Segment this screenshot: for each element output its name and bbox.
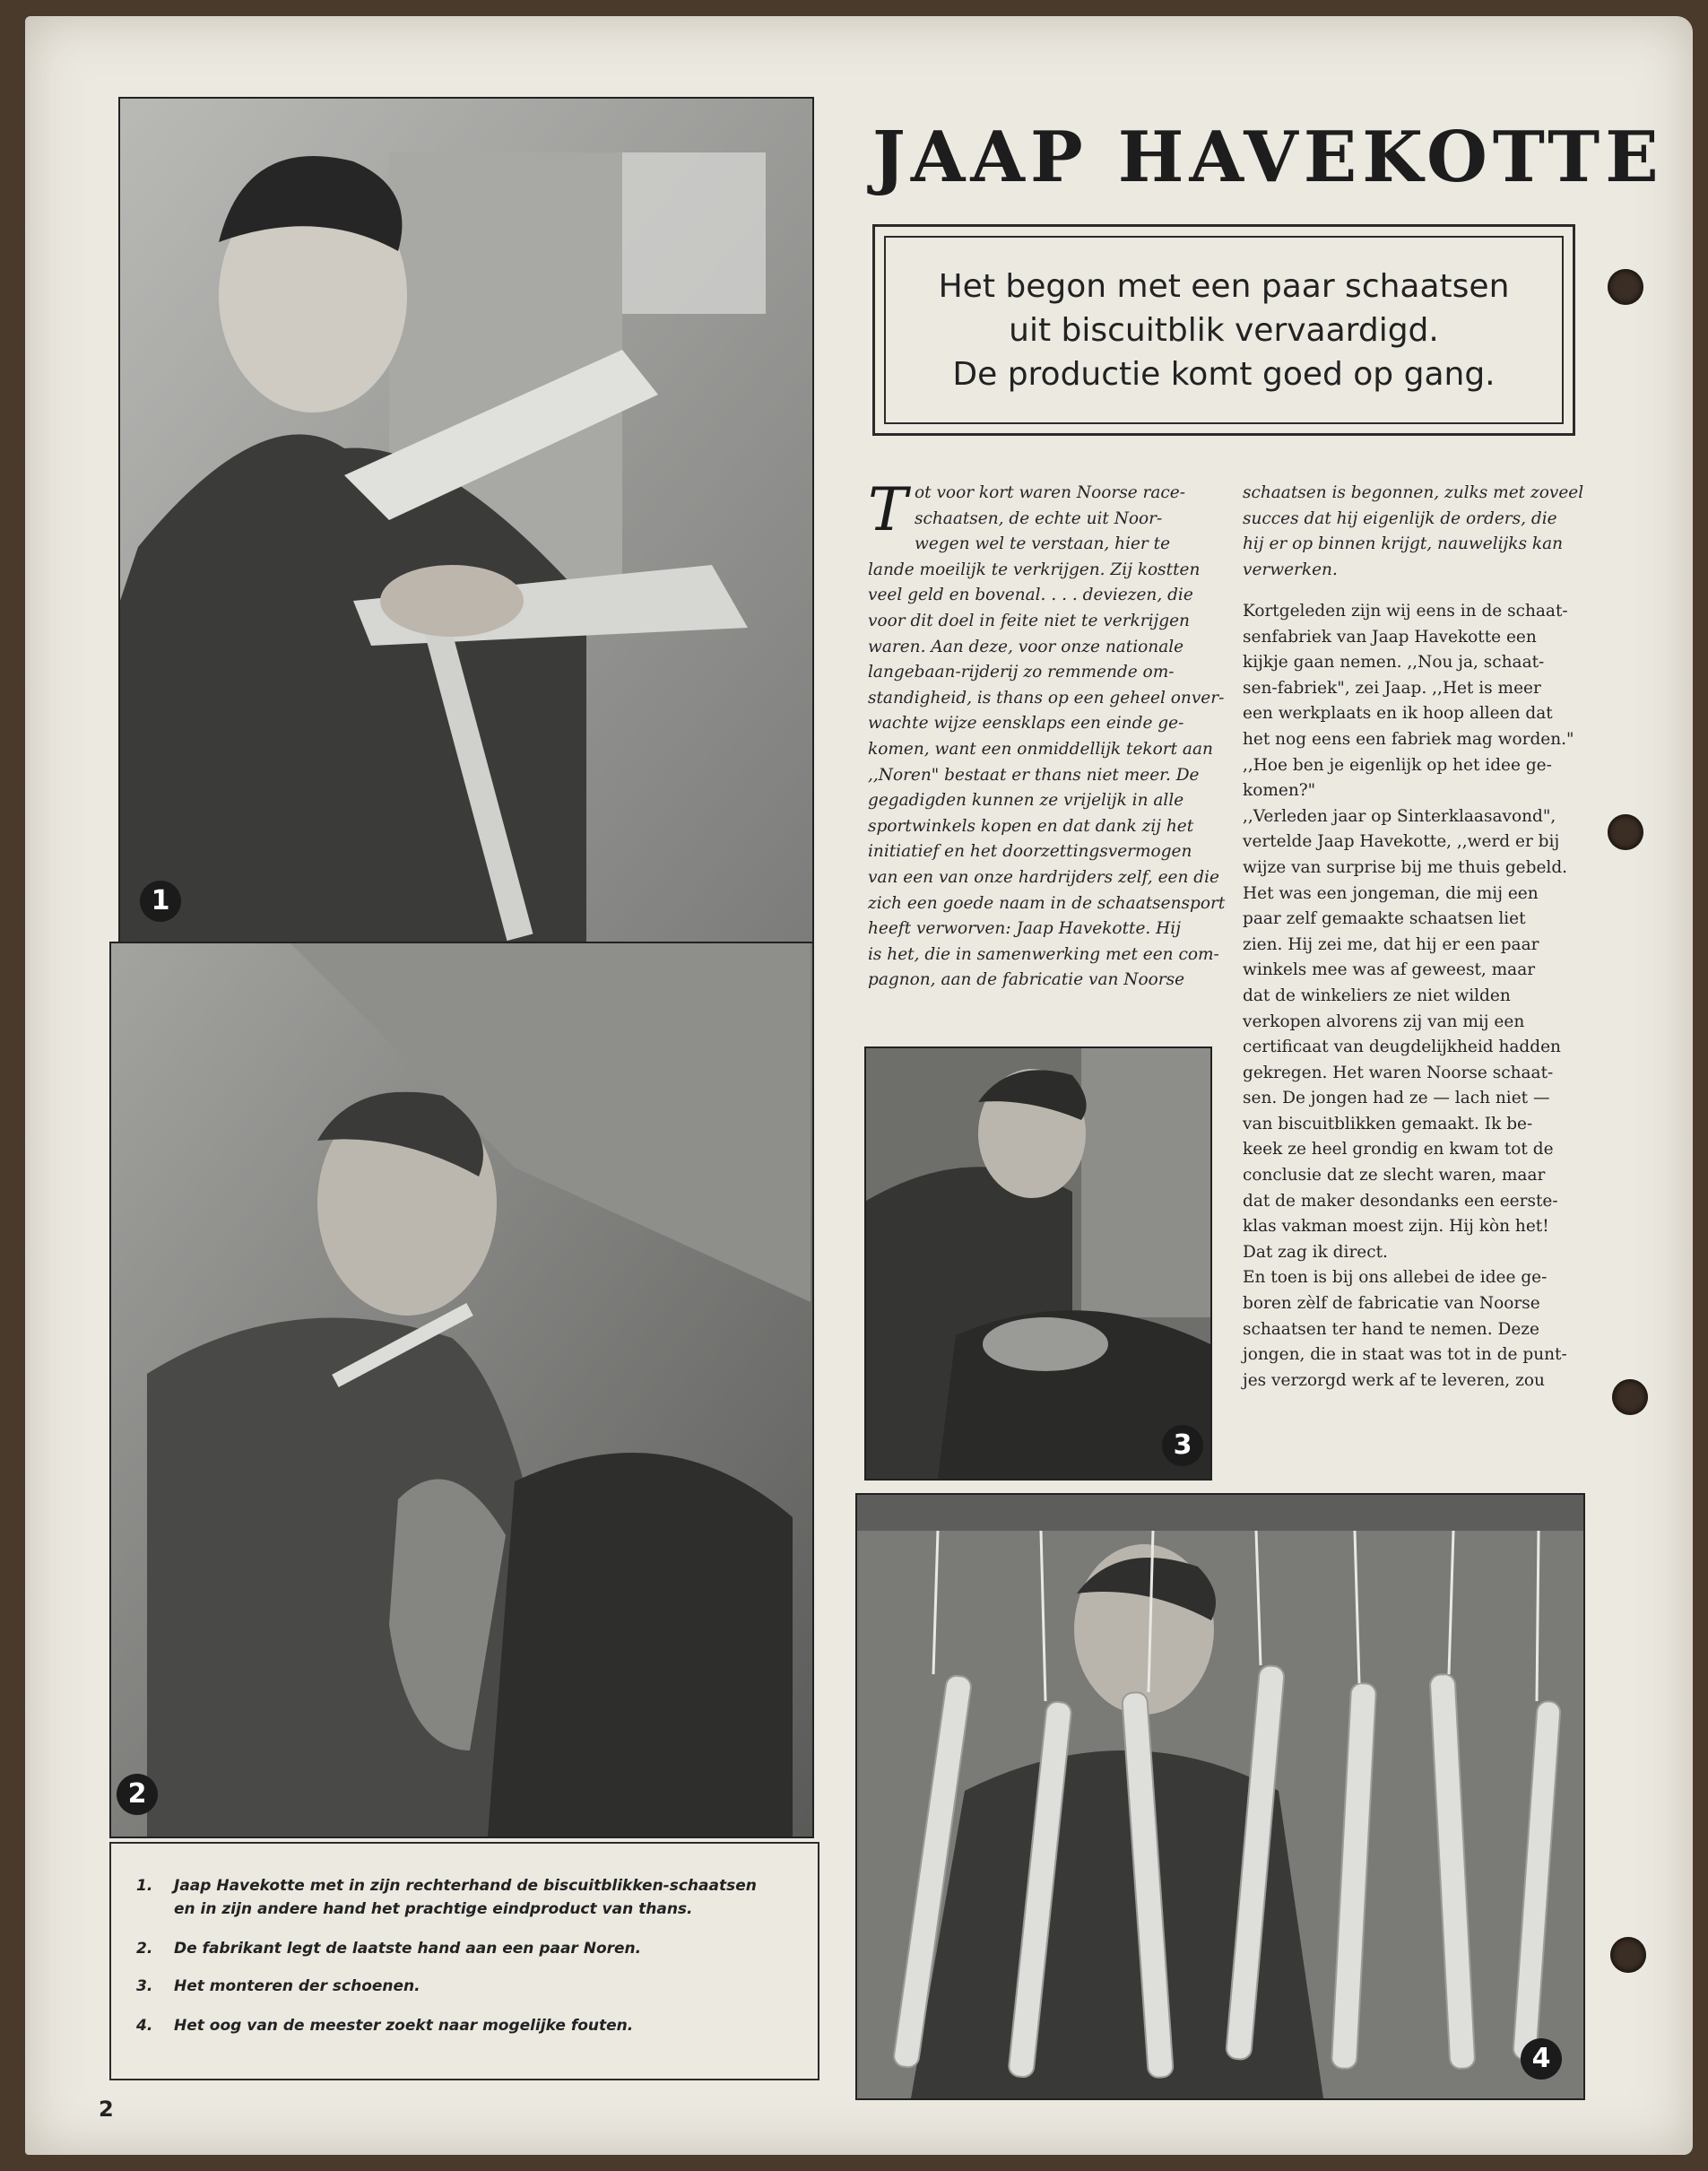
caption-1-text-1: Jaap Havekotte met in zijn rechterhand de biscuitblikken-schaatsen (174, 1877, 757, 1895)
body-column-2-line: Dat zag ik direct. (1243, 1242, 1388, 1262)
caption-4 (136, 2014, 633, 2037)
body-column-2-line: dat de winkeliers ze niet wilden (1243, 986, 1511, 1005)
caption-4-text: Het oog van de meester zoekt naar mogelijke fouten. (174, 2017, 634, 2035)
intro-column-2-line: hij er op binnen krijgt, nauwelijks kan (1243, 534, 1564, 554)
intro-column-1-line: gegadigden kunnen ze vrijelijk in alle (868, 791, 1184, 811)
intro-drop-cap: T (868, 475, 908, 544)
caption-3-text: Het monteren der schoenen. (174, 1977, 420, 1995)
intro-column-1-line: zich een goede naam in de schaatsensport (868, 893, 1226, 913)
photo-3-number-badge: 3 (1162, 1425, 1203, 1466)
binder-hole-upper-middle (1608, 814, 1643, 850)
subtitle-box (872, 224, 1575, 436)
caption-2-text: De fabrikant legt de laatste hand aan een paar Noren. (174, 1940, 642, 1958)
intro-column-1-line: schaatsen, de echte uit Noor- (915, 508, 1163, 528)
body-column-2-line: keek ze heel grondig en kwam tot de (1243, 1140, 1554, 1159)
body-column-2-line: verkopen alvorens zij van mij een (1243, 1012, 1525, 1031)
photo-1-number-badge: 1 (140, 881, 181, 922)
intro-column-1-line: waren. Aan deze, voor onze nationale (868, 637, 1184, 656)
intro-column-1-line: voor dit doel in feite niet te verkrijgen (868, 611, 1190, 630)
intro-column-1-line: pagnon, aan de fabricatie van Noorse (868, 970, 1185, 990)
binder-hole-bottom (1610, 1937, 1646, 1973)
body-column-2-line: winkels mee was af geweest, maar (1243, 960, 1536, 980)
caption-4-number: 4. (136, 2017, 153, 2035)
intro-column-2-line: succes dat hij eigenlijk de orders, die (1243, 508, 1557, 528)
subtitle-line-3: De productie komt goed op gang. (952, 355, 1496, 393)
caption-1-line-2 (136, 1897, 693, 1921)
intro-column-1-line: veel geld en bovenal. . . . deviezen, die (868, 586, 1193, 605)
body-column-2-line: En toen is bij ons allebei de idee ge- (1243, 1268, 1548, 1288)
binder-hole-lower-middle (1612, 1379, 1648, 1415)
intro-column-2-line: verwerken. (1243, 560, 1338, 579)
caption-1-text-2: en in zijn andere hand het prachtige eindproduct van thans. (174, 1900, 693, 1918)
intro-column-1-line: heeft verworven: Jaap Havekotte. Hij (868, 919, 1181, 939)
photo-4-number-badge: 4 (1521, 2038, 1562, 2080)
body-column-2-line: een werkplaats en ik hoop alleen dat (1243, 704, 1553, 724)
photo-2-image (111, 943, 812, 1837)
intro-column-1-line: lande moeilijk te verkrijgen. Zij kostten (868, 560, 1201, 579)
photo-4-master-inspecting-skates (855, 1493, 1585, 2100)
photo-4-image (857, 1495, 1583, 2098)
body-column-2 (1243, 599, 1587, 1394)
binder-hole-top (1608, 269, 1643, 305)
intro-column-1-line: wachte wijze eensklaps een einde ge- (868, 714, 1184, 734)
intro-column-1-line: ot voor kort waren Noorse race- (915, 483, 1185, 502)
photo-1-image (120, 99, 812, 943)
body-column-2-line: zien. Hij zei me, dat hij er een paar (1243, 934, 1539, 954)
body-column-2-line: het nog eens een fabriek mag worden." (1243, 729, 1574, 749)
intro-column-1-line: komen, want een onmiddellijk tekort aan (868, 739, 1213, 759)
body-column-2-line: senfabriek van Jaap Havekotte een (1243, 627, 1537, 647)
body-column-2-line: schaatsen ter hand te nemen. Deze (1243, 1319, 1539, 1339)
body-column-2-line: komen?" (1243, 781, 1316, 801)
caption-3 (136, 1975, 420, 1998)
body-column-2-line: Het was een jongeman, die mij een (1243, 883, 1539, 903)
body-column-2-line: dat de maker desondanks een eerste- (1243, 1191, 1558, 1211)
body-column-2-line: vertelde Jaap Havekotte, ,,werd er bij (1243, 832, 1560, 852)
photo-3-mounting-shoes (864, 1046, 1212, 1481)
body-column-2-line: boren zèlf de fabricatie van Noorse (1243, 1294, 1540, 1314)
body-column-2-line: Kortgeleden zijn wij eens in de schaat- (1243, 602, 1568, 621)
intro-column-1-line: ,,Noren" bestaat er thans niet meer. De (868, 765, 1200, 785)
subtitle-line-2: uit biscuitblik vervaardigd. (1009, 311, 1439, 349)
body-column-2-line: sen-fabriek", zei Jaap. ,,Het is meer (1243, 678, 1541, 698)
body-column-2-line: wijze van surprise bij me thuis gebeld. (1243, 857, 1568, 877)
photo-2-number-badge: 2 (117, 1774, 158, 1815)
intro-column-1-line: standigheid, is thans op een geheel onver- (868, 688, 1225, 708)
magazine-page (25, 16, 1693, 2155)
intro-column-1 (868, 475, 1226, 994)
caption-2 (136, 1937, 641, 1960)
intro-column-1-line: sportwinkels kopen en dat dank zij het (868, 816, 1194, 836)
photo-3-image (866, 1048, 1210, 1479)
body-column-2-line: ,,Hoe ben je eigenlijk op het idee ge- (1243, 755, 1552, 775)
subtitle-inner-frame (884, 236, 1564, 424)
intro-column-1-line: initiatief en het doorzettingsvermogen (868, 842, 1192, 862)
intro-column-1-line: is het, die in samenwerking met een com- (868, 944, 1219, 964)
caption-3-number: 3. (136, 1977, 153, 1995)
intro-column-1-line: langebaan-rijderij zo remmende om- (868, 663, 1175, 682)
body-column-2-line: jongen, die in staat was tot in de punt- (1243, 1345, 1567, 1365)
caption-box (109, 1842, 819, 2080)
page-number: 2 (99, 2097, 114, 2122)
subtitle-line-1: Het begon met een paar schaatsen (938, 267, 1510, 305)
intro-column-2 (1243, 481, 1587, 583)
body-column-2-line: paar zelf gemaakte schaatsen liet (1243, 909, 1526, 929)
body-column-2-line: van biscuitblikken gemaakt. Ik be- (1243, 1114, 1533, 1133)
intro-column-1-line: van een van onze hardrijders zelf, een die (868, 867, 1219, 887)
body-column-2-line: sen. De jongen had ze — lach niet — (1243, 1089, 1550, 1108)
caption-2-number: 2. (136, 1940, 153, 1958)
intro-column-1-line: wegen wel te verstaan, hier te (915, 534, 1171, 554)
caption-1-line-1 (136, 1874, 757, 1897)
photo-2-manufacturer-with-hammer (109, 942, 814, 1838)
article-title: JAAP HAVEKOTTE (872, 117, 1664, 198)
body-column-2-line: klas vakman moest zijn. Hij kòn het! (1243, 1217, 1549, 1237)
intro-column-2-line: schaatsen is begonnen, zulks met zoveel (1243, 483, 1584, 502)
caption-1-number: 1. (136, 1877, 153, 1895)
body-column-2-line: gekregen. Het waren Noorse schaat- (1243, 1063, 1554, 1082)
body-column-2-line: jes verzorgd werk af te leveren, zou (1243, 1370, 1545, 1390)
body-column-2-line: conclusie dat ze slecht waren, maar (1243, 1166, 1546, 1185)
body-column-2-line: kijkje gaan nemen. ,,Nou ja, schaat- (1243, 653, 1545, 673)
body-column-2-line: ,,Verleden jaar op Sinterklaasavond", (1243, 806, 1556, 826)
body-column-2-line: certificaat van deugdelijkheid hadden (1243, 1038, 1561, 1057)
photo-1-havekotte-holding-skates (118, 97, 814, 945)
